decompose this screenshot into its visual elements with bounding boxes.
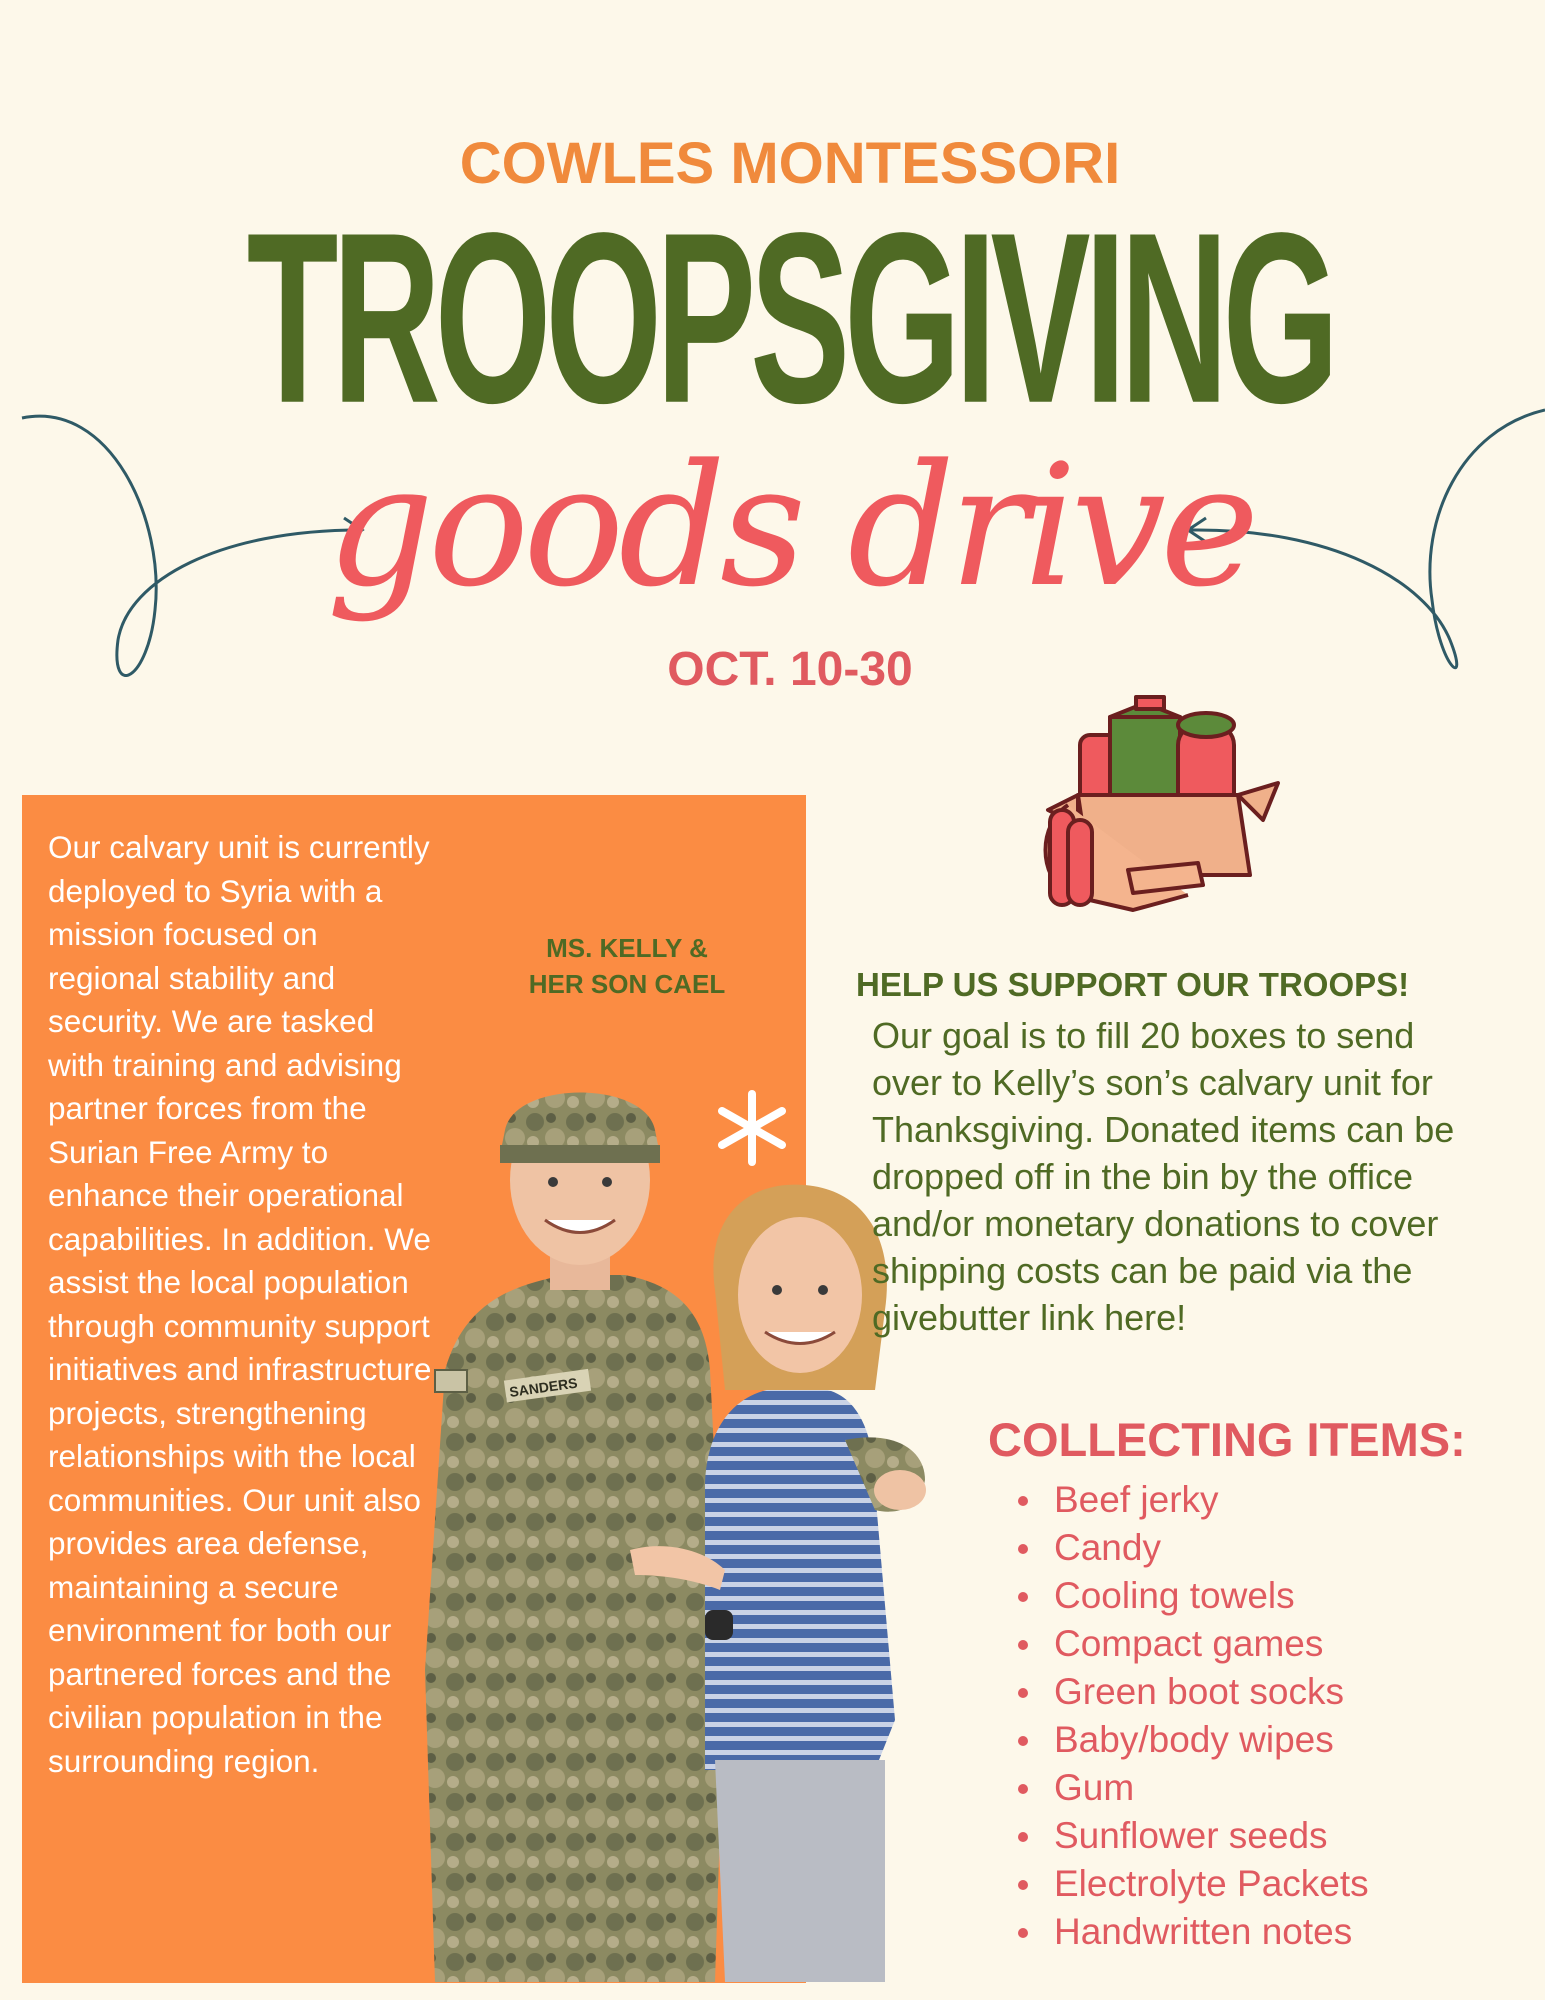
collecting-title: COLLECTING ITEMS:	[988, 1413, 1466, 1466]
photo-caption-line2: HER SON CAEL	[528, 969, 726, 999]
photo-caption	[502, 930, 752, 1002]
subhead-script: goods drive	[326, 428, 1254, 624]
collecting-items-list	[1014, 1476, 1369, 1956]
list-item: Handwritten notes	[1014, 1908, 1369, 1956]
list-item: Gum	[1014, 1764, 1369, 1812]
list-item: Sunflower seeds	[1014, 1812, 1369, 1860]
list-item: Electrolyte Packets	[1014, 1860, 1369, 1908]
school-name: COWLES MONTESSORI	[459, 131, 1121, 196]
event-dates: OCT. 10-30	[667, 643, 913, 696]
help-body: Our goal is to fill 20 boxes to send over to Kelly’s son’s calvary unit for Thanksgiving. Donated items can be dropped off in the bin by the office and/or monetary donations to cover shipping costs can be paid via the givebutter link here!	[872, 1015, 1455, 1338]
list-item: Baby/body wipes	[1014, 1716, 1369, 1764]
list-item: Beef jerky	[1014, 1476, 1369, 1524]
photo-caption-line1: MS. KELLY &	[546, 933, 708, 963]
help-title: HELP US SUPPORT OUR TROOPS!	[856, 966, 1410, 1003]
family-photo	[405, 1070, 945, 1982]
list-item: Cooling towels	[1014, 1572, 1369, 1620]
list-item: Compact games	[1014, 1620, 1369, 1668]
list-item: Candy	[1014, 1524, 1369, 1572]
donation-box-icon	[1038, 695, 1298, 925]
headline-title: TROOPSGIVING	[246, 181, 1334, 454]
list-item: Green boot socks	[1014, 1668, 1369, 1716]
name-tape: SANDERS	[508, 1374, 579, 1400]
deployment-story: Our calvary unit is currently deployed to Syria with a mission focused on regional stability and security. We are tasked with training and advising partner forces from the Surian Free Army to enhance their operational capabilities. In addition. We assist the local population through community support initiatives and infrastructure projects, strengthening relationships with the local communities. Our unit also provides area defense, maintaining a secure environment for both our partnered forces and the civilian population in the surrounding region.	[48, 829, 432, 1779]
